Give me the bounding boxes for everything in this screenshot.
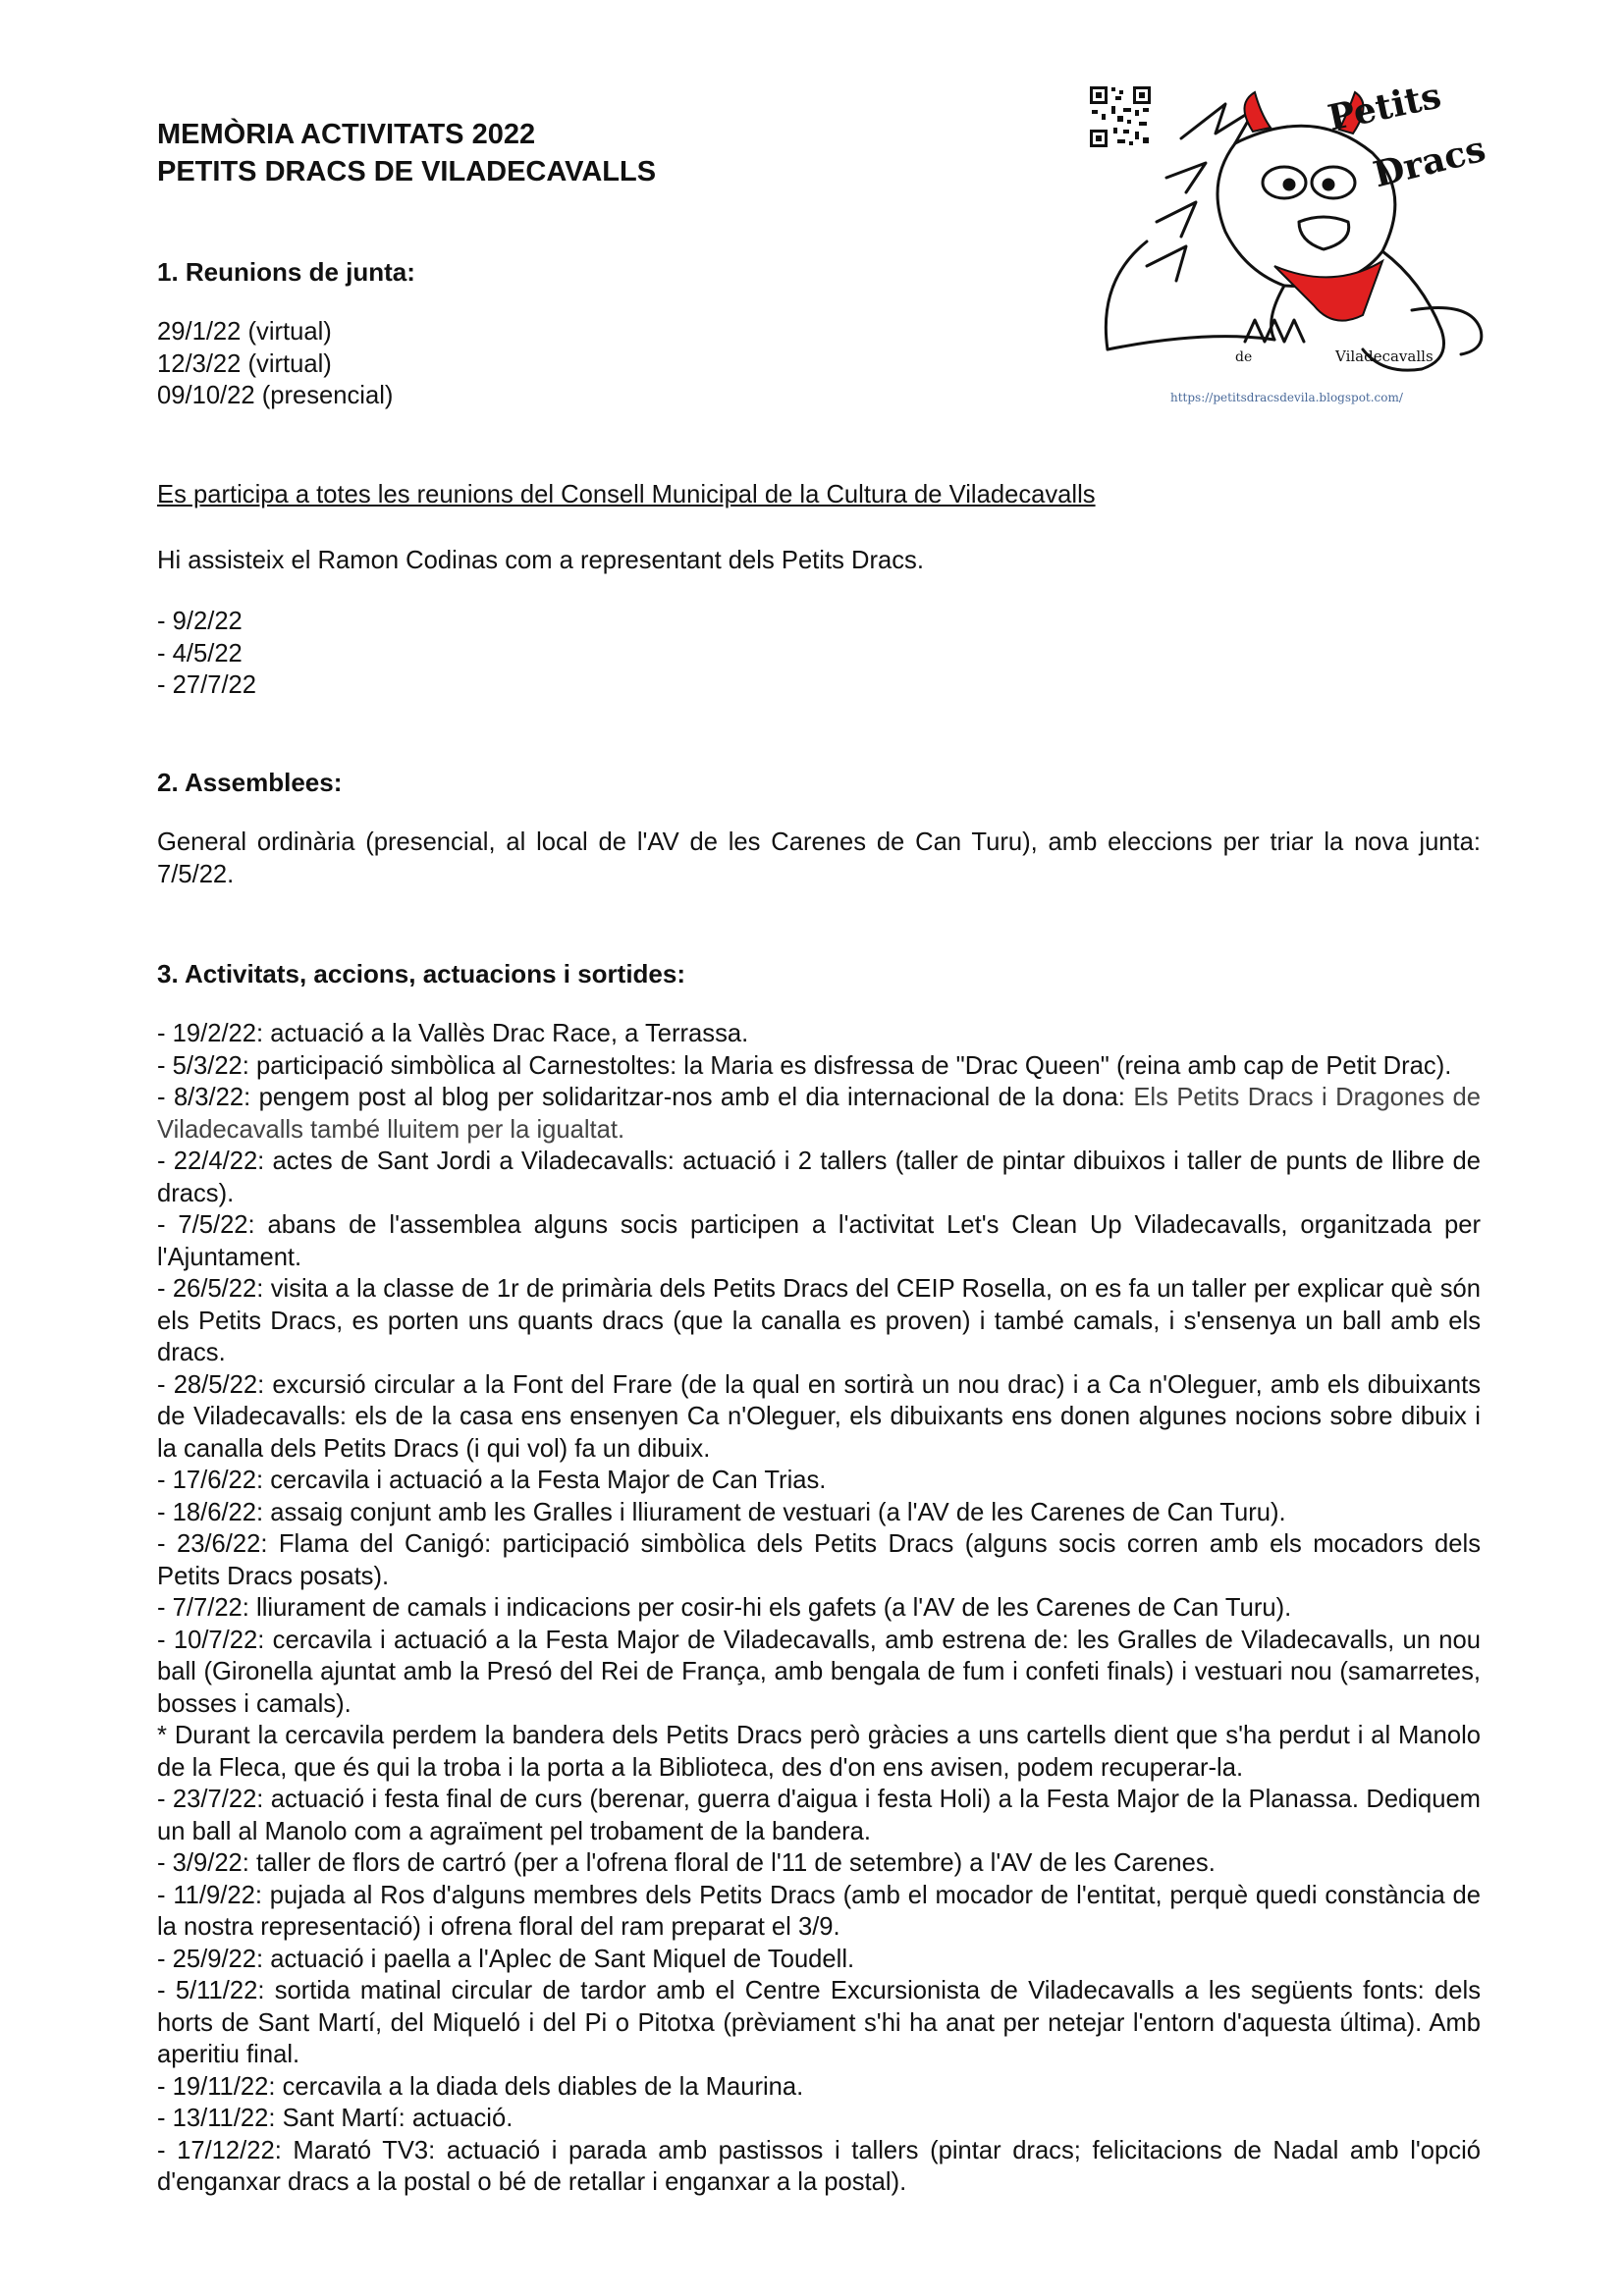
blog-url[interactable]: https://petitsdracsdevila.blogspot.com/ [1170, 391, 1403, 404]
activity-item: - 11/9/22: pujada al Ros d'alguns membres dels Petits Dracs (amb el mocador de l'entitat, perquè quedi constància de la nostra representació) i ofrena floral del ram preparat el 3/9. [157, 1881, 1481, 1941]
activity-item: - 10/7/22: cercavila i actuació a la Festa Major de Viladecavalls, amb estrena de: les Gralles de Viladecavalls, un nou ball (Gironella ajuntat amb la Presó del Rei de França, amb bengala de fum i confeti finals) i vestuari nou (samarretes, bosses i camals). [157, 1626, 1481, 1718]
list-item: - 9/2/22 [157, 608, 243, 635]
title-line-2: PETITS DRACS DE VILADECAVALLS [157, 156, 657, 187]
activity-item: - 19/2/22: actuació a la Vallès Drac Race, a Terrassa. [157, 1020, 749, 1047]
horn-left-icon [1244, 92, 1271, 132]
dragon-mascot-icon [1088, 84, 1500, 389]
brand-word-dracs: Dracs [1369, 128, 1490, 196]
section-activitats [157, 957, 1481, 2199]
list-item: - 4/5/22 [157, 639, 243, 667]
blog-post-link[interactable]: Els Petits Dracs i Dragones de Viladecavalls també lluitem per la igualtat. [157, 1084, 1482, 1144]
activity-item: * Durant la cercavila perdem la bandera dels Petits Dracs però gràcies a uns cartells dient que s'ha perdut i al Manolo de la Fleca, que és qui la troba i la porta a la Biblioteca, des d'on ens avisen, podem recuperar-la. [157, 1722, 1481, 1782]
activity-text: - 8/3/22: pengem post al blog per solidaritzar-nos amb el dia internacional de la dona: [157, 1084, 1134, 1111]
logo-town: Viladecavalls [1335, 347, 1434, 365]
list-item: 12/3/22 (virtual) [157, 349, 332, 378]
consell-statement: Es participa a totes les reunions del Consell Municipal de la Cultura de Viladecavalls [157, 481, 1096, 508]
activity-item: - 19/11/22: cercavila a la diada dels diables de la Maurina. [157, 2072, 804, 2101]
assemblea-text: General ordinària (presencial, al local de l'AV de les Carenes de Can Turu), amb eleccions per triar la nova junta: 7/5/22. [157, 828, 1481, 888]
list-item: - 27/7/22 [157, 671, 257, 699]
activity-item: - 5/11/22: sortida matinal circular de tardor amb el Centre Excursionista de Viladecavalls a les següents fonts: dels horts de Sant Martí, del Miqueló i del Pi o Pitotxa (prèviament s'hi ha anat per netejar l'entorn d'aquesta última). Amb aperitiu final. [157, 1977, 1481, 2068]
activity-item: - 22/4/22: actes de Sant Jordi a Viladecavalls: actuació i 2 tallers (taller de pintar dibuixos i taller de punts de llibre de dracs). [157, 1148, 1481, 1207]
activity-item: - 17/6/22: cercavila i actuació a la Festa Major de Can Trias. [157, 1467, 827, 1494]
list-item: 29/1/22 (virtual) [157, 318, 332, 346]
section-heading: 1. Reunions de junta: [157, 257, 415, 287]
activity-item: - 17/12/22: Marató TV3: actuació i parada amb pastissos i tallers (pintar dracs; felicitacions de Nadal amb l'opció d'enganxar dracs a la postal o bé de retallar i enganxar a la postal). [157, 2136, 1481, 2196]
activity-item: - 28/5/22: excursió circular a la Font del Frare (de la qual en sortirà un nou drac) i a Ca n'Oleguer, amb els dibuixants de Viladecavalls: els de la casa ens ensenyen Ca n'Oleguer, els dibuixants ens donen algunes nocions sobre dibuix i la canalla dels Petits Dracs (i qui vol) fa un dibuix. [157, 1370, 1481, 1463]
section-assemblees [157, 766, 1481, 890]
activity-item: - 23/6/22: Flama del Canigó: participació simbòlica dels Petits Dracs (alguns socis corren amb els mocadors dels Petits Dracs posats). [157, 1530, 1481, 1590]
activity-item: - 7/5/22: abans de l'assemblea alguns socis participen a l'activitat Let's Clean Up Viladecavalls, organitzada per l'Ajuntament. [157, 1211, 1481, 1271]
brand-word-petits: Petits [1324, 75, 1445, 139]
activity-item: - 26/5/22: visita a la classe de 1r de primària dels Petits Dracs del CEIP Rosella, on es fa un taller per explicar què són els Petits Dracs, es porten uns quants dracs (que la canalla es proven) i també camals, i s'ensenya un ball amb els dracs. [157, 1275, 1481, 1366]
activity-item: - 25/9/22: actuació i paella a l'Aplec de Sant Miquel de Toudell. [157, 1945, 855, 1973]
section-consell [157, 479, 1481, 702]
petits-dracs-logo [1088, 75, 1500, 418]
section-heading: 2. Assemblees: [157, 768, 343, 797]
activity-item: - 5/3/22: participació simbòlica al Carnestoltes: la Maria es disfressa de "Drac Queen" (reina amb cap de Petit Drac). [157, 1051, 1452, 1080]
activity-item: - 23/7/22: actuació i festa final de curs (berenar, guerra d'aigua i festa Holi) a la Festa Major de la Planassa. Dediquem un ball al Manolo com a agraïment pel trobament de la bandera. [157, 1786, 1481, 1845]
activity-item [157, 1082, 1481, 1146]
logo-de: de [1235, 349, 1253, 365]
activity-item: - 3/9/22: taller de flors de cartró (per a l'ofrena floral de l'11 de setembre) a l'AV de les Carenes. [157, 1849, 1216, 1877]
list-item: 09/10/22 (presencial) [157, 382, 394, 409]
representant-text: Hi assisteix el Ramon Codinas com a representant dels Petits Dracs. [157, 546, 924, 574]
activity-item: - 7/7/22: lliurament de camals i indicacions per cosir-hi els gafets (a l'AV de les Carenes de Can Turu). [157, 1594, 1292, 1622]
activity-item: - 13/11/22: Sant Martí: actuació. [157, 2105, 514, 2132]
title-line-1: MEMÒRIA ACTIVITATS 2022 [157, 119, 536, 150]
section-heading: 3. Activitats, accions, actuacions i sortides: [157, 959, 686, 988]
document-title [157, 116, 656, 190]
bandana-icon [1274, 261, 1382, 321]
activity-item: - 18/6/22: assaig conjunt amb les Gralles i lliurament de vestuari (a l'AV de les Carenes de Can Turu). [157, 1498, 1286, 1526]
